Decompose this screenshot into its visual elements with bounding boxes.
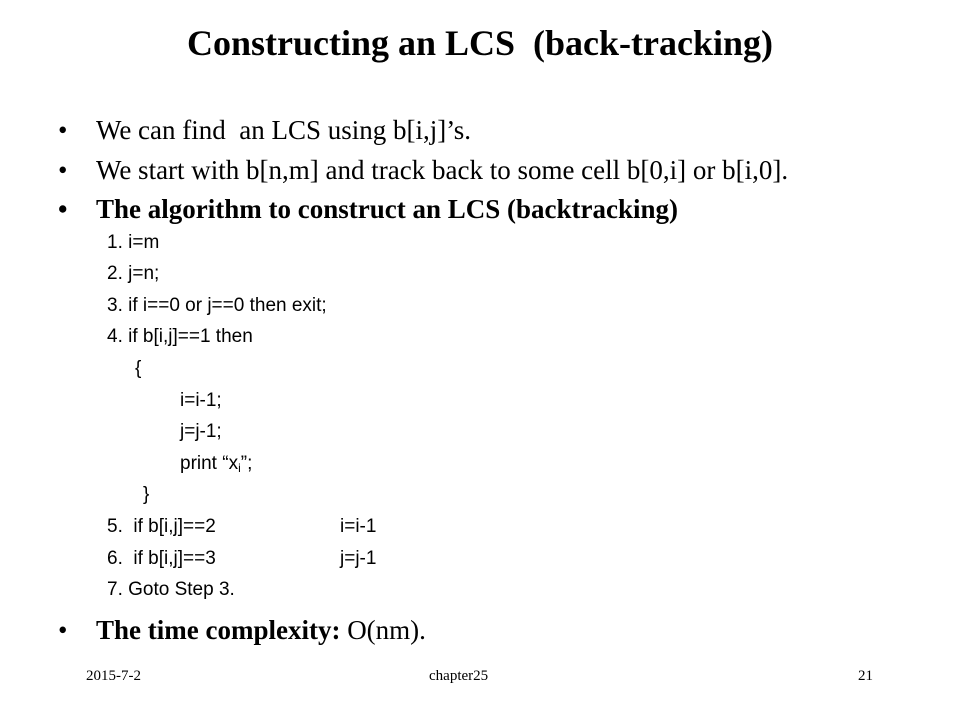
code-print-line <box>180 453 252 479</box>
code-brace-close: } <box>143 484 150 505</box>
code-body-2: j=j-1; <box>180 421 222 442</box>
code-line-2: 2. j=n; <box>107 263 160 284</box>
code-line-7: 7. Goto Step 3. <box>107 579 235 600</box>
footer-date: 2015-7-2 <box>86 668 141 684</box>
bullet-marker: • <box>58 115 68 145</box>
code-line-6-action: j=j-1 <box>340 548 377 569</box>
bullet-text: We can find an LCS using b[i,j]’s. <box>96 115 472 145</box>
footer-chapter: chapter25 <box>429 668 489 684</box>
code-print-subscript: i <box>238 461 241 475</box>
code-line-1: 1. i=m <box>107 232 160 253</box>
code-line-6: 6. if b[i,j]==3 <box>107 548 216 569</box>
bullet-marker: • <box>58 615 68 645</box>
bullet-marker: • <box>58 155 68 185</box>
bullet-text: The algorithm to construct an LCS (backtracking) <box>96 194 678 224</box>
time-complexity-label: The time complexity: <box>96 615 341 645</box>
code-line-3: 3. if i==0 or j==0 then exit; <box>107 295 327 316</box>
code-line-5: 5. if b[i,j]==2 <box>107 516 216 537</box>
bullet-text <box>96 613 426 647</box>
bullet-marker: • <box>58 194 68 224</box>
code-brace-open: { <box>135 358 142 379</box>
code-line-4: 4. if b[i,j]==1 then <box>107 326 253 347</box>
code-print-prefix: print “x <box>180 453 239 474</box>
footer-page-number: 21 <box>858 668 873 684</box>
code-body-1: i=i-1; <box>180 390 222 411</box>
code-print-suffix: ”; <box>240 453 253 474</box>
time-complexity-value: O(nm). <box>340 615 426 645</box>
slide-title: Constructing an LCS (back-tracking) <box>186 23 774 63</box>
bullet-text: We start with b[n,m] and track back to some cell b[0,i] or b[i,0]. <box>96 155 789 185</box>
code-line-5-action: i=i-1 <box>340 516 377 537</box>
